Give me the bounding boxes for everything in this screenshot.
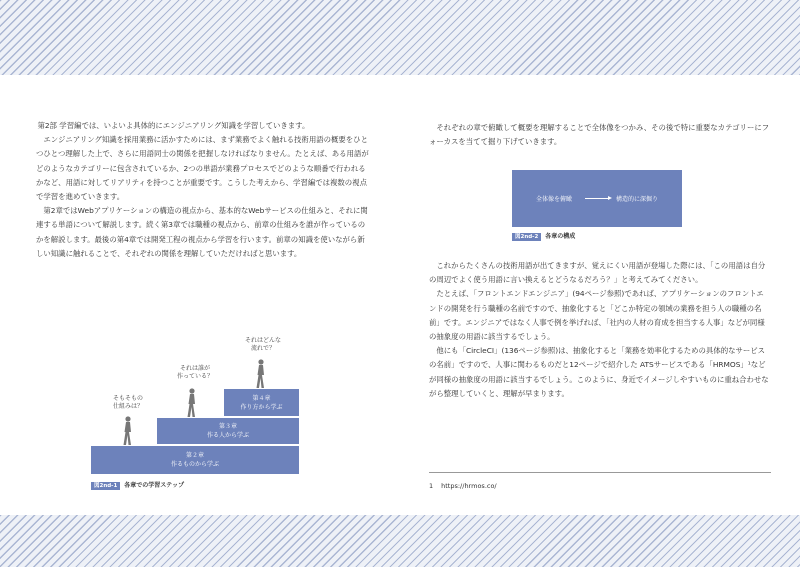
figure-caption-text: 各章の構成: [545, 233, 576, 240]
question-line: そもそもの: [112, 395, 143, 402]
question-label-1: [104, 395, 152, 411]
arrow-line: [585, 198, 609, 199]
question-line: 仕組みは？: [112, 403, 143, 410]
step-desc-label: 作り方から学ぶ: [240, 403, 283, 411]
bottom-decorative-band: [0, 515, 800, 567]
step-desc-label: 作る人から学ぶ: [206, 432, 249, 439]
walking-person-icon: [121, 416, 135, 446]
question-label-2: [170, 365, 220, 381]
question-line: 作っている？: [176, 373, 213, 380]
step-chapter-label: 第４章: [252, 394, 271, 402]
right-column-intro: [429, 121, 771, 149]
figure-chapter-structure: [512, 170, 682, 227]
step-chapter-label: 第３章: [218, 423, 237, 430]
paragraph: 第2部 学習編では、いよいよ具体的にエンジニアリング知識を学習していきます。: [37, 121, 310, 130]
question-line: それはどんな: [244, 337, 281, 344]
footnote-number: 1: [429, 482, 434, 490]
figure-caption: [512, 231, 575, 241]
paragraph: これからたくさんの技術用語が出てきますが、覚えにくい用語が登場した際には、「この用語は自分の周辺でよく使う用語に言い換えるとどうなるだろう？」と考えてみてください。: [429, 261, 766, 285]
overview-label: 全体像を俯瞰: [536, 196, 573, 203]
paragraph: たとえば、「フロントエンドエンジニア」(94ページ参照)であれば、アプリケーションのフロントエンドの開発を行う職種の名前ですので、抽象化すると「どこか特定の領域の業務を担う人の職種の名前」です。エンジニアではなく人事で例を挙げれば、「社内の人材の育成を担当する人事」などが同様の抽象度の用語に該当するでしょう。: [429, 289, 765, 342]
paragraph: 第2章ではWebアプリケーションの構造の視点から、基本的なWebサービスの仕組みと、それに関連する単語について解説します。続く第3章では職種の視点から、前章の仕組みを誰が作っているのかを解説します。最後の第4章では開発工程の視点から学習を行います。前章の知識を使いながら新しい知識に触れることで、それぞれの関係を理解していただければと思います。: [36, 206, 368, 258]
figure-number-tag: 図2nd-2: [512, 233, 541, 241]
left-column-text: [36, 119, 372, 261]
paragraph: 他にも「CircleCI」(136ページ参照)は、抽象化すると「業務を効率化するための具体的なサービスの名前」ですので、人事に関わるものだと12ページで紹介した ATSサービスである「HRMOS」¹などが同様の抽象度の用語に該当するでしょう。このように、身近でイメージしやすいものに重ね合わせながら整理していくと、理解が早まります。: [429, 346, 769, 398]
deep-dive-label: 構造的に深掘り: [616, 196, 659, 203]
paragraph: それぞれの章で俯瞰して概要を理解することで全体像をつかみ、その後で特に重要なカテゴリーにフォーカスを当てて掘り下げていきます。: [429, 123, 770, 147]
question-line: 流れで？: [250, 345, 275, 352]
question-line: それは誰が: [179, 365, 210, 372]
step-desc-label: 作るものから学ぶ: [170, 461, 219, 468]
right-column-text: [429, 259, 771, 401]
walking-person-icon: [185, 388, 199, 418]
figure-caption: [91, 480, 184, 490]
walking-person-icon: [254, 359, 268, 389]
question-label-3: [236, 337, 290, 353]
figure-number-tag: 図2nd-1: [91, 482, 120, 490]
step-chapter-3: [157, 418, 299, 444]
step-chapter-label: 第２章: [185, 452, 204, 459]
figure-caption-text: 各章での学習ステップ: [124, 482, 185, 489]
footnote: [429, 482, 497, 490]
step-chapter-2: [91, 446, 299, 474]
arrow-right-icon: [608, 196, 612, 200]
footnote-divider: [429, 472, 771, 473]
footnote-url: https://hrmos.co/: [441, 482, 497, 490]
top-decorative-band: [0, 0, 800, 75]
step-chapter-4: [224, 389, 299, 416]
paragraph: エンジニアリング知識を採用業務に活かすためには、まず業務でよく触れる技術用語の概要をひとつひとつ理解した上で、さらに用語同士の関係を把握しなければなりません。たとえば、ある用語がどのようなカテゴリーに包含されているか、2つの単語が業務プロセスでどのような順番で行われるかなど、用語に対してリアリティを持つことが重要です。こうした考えから、学習編では複数の視点で学習を進めていきます。: [36, 135, 369, 202]
